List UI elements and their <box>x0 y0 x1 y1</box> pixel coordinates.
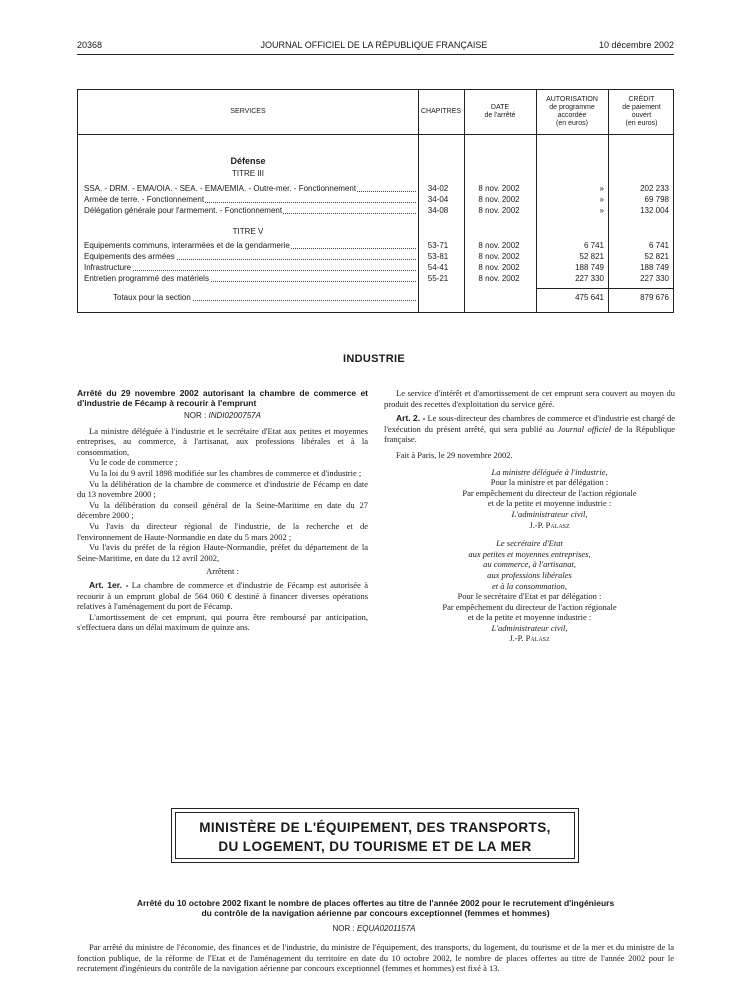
visa-paragraph: La ministre déléguée à l'industrie et le secrétaire d'Etat aux petites et moyennes entreprises, au commerce, à l'artisanat, aux professions libérales et à la consommation, <box>77 425 368 457</box>
ministry-box <box>171 808 579 863</box>
visa-paragraph: Vu le code de commerce ; <box>89 457 178 468</box>
arrete-title: Arrêté du 29 novembre 2002 autorisant la chambre de commerce et d'industrie de Fécamp à recourir à l'emprunt <box>77 388 368 408</box>
titre-5: TITRE V <box>232 227 264 236</box>
arretent: Arrêtent : <box>206 566 239 577</box>
th-credit: CRÉDIT de paiement ouvert (en euros) <box>622 96 661 127</box>
signature-block-2: Le secrétaire d'Etat aux petites et moyennes entreprises, au commerce, à l'artisanat, aux professions libérales et à la consommation, Pour le secrétaire d'Etat et par délégation : Par empêchement du directeur de l'action régionale et de la petite et moyenne industrie : L'administrateur civil, J.-P. Palasz <box>442 538 617 644</box>
section-title: Défense <box>230 156 266 166</box>
table-row-date: 8 nov. 2002 <box>478 241 520 250</box>
ministry-line-1: MINISTÈRE DE L'ÉQUIPEMENT, DES TRANSPORTS, <box>199 820 551 835</box>
industrie-left-column <box>77 388 368 633</box>
total-row-label: Totaux pour la section <box>113 293 416 303</box>
ministry-line-2: DU LOGEMENT, DU TOURISME ET DE LA MER <box>218 839 532 854</box>
table-row-date: 8 nov. 2002 <box>478 252 520 261</box>
visa-paragraph: Vu l'avis du directeur régional de l'industrie, de la recherche et de l'environnement de Haute-Normandie en date du 5 mars 2002 ; <box>77 520 368 542</box>
section-industrie-heading: INDUSTRIE <box>343 353 405 365</box>
table-row-autorisation: » <box>599 184 604 193</box>
amortissement: L'amortissement de cet emprunt, qui pourra être remboursé par anticipation, s'effectuera dans un délai maximum de quinze ans. <box>77 611 368 633</box>
nor-line: NOR : INDI0200757A <box>184 411 261 420</box>
table-row-date: 8 nov. 2002 <box>478 274 520 283</box>
table-row-chapitre: 34-08 <box>427 206 449 215</box>
journal-title: JOURNAL OFFICIEL DE LA RÉPUBLIQUE FRANÇAISE <box>260 40 488 50</box>
table-row-credit: 132 004 <box>640 206 669 215</box>
table-row-service: Infrastructure <box>84 263 416 273</box>
table-row-service: Equipements des armées <box>84 252 416 262</box>
total-credit: 879 676 <box>640 293 669 302</box>
table-row-service: Armée de terre. - Fonctionnement <box>84 195 416 205</box>
table-row-service: Equipements communs, interarmées et de la gendarmerie <box>84 241 416 251</box>
table-row-autorisation: 52 821 <box>579 252 604 261</box>
table-row-autorisation: » <box>599 206 604 215</box>
table-row-chapitre: 53-71 <box>427 241 449 250</box>
table-row-credit: 52 821 <box>644 252 669 261</box>
article-2: Art. 2. - Le sous-directeur des chambres de commerce et d'industrie est chargé de l'exécution du présent arrêté, qui sera publié au Journal officiel de la République française. <box>384 413 675 445</box>
th-autorisation: AUTORISATION de programme accordée (en euros) <box>546 96 598 127</box>
table-row-date: 8 nov. 2002 <box>478 184 520 193</box>
visa-paragraph: Vu la délibération de la chambre de commerce et d'industrie de Fécamp en date du 13 novembre 2000 ; <box>77 478 368 500</box>
service-interet: Le service d'intérêt et d'amortissement de cet emprunt sera couvert au moyen du produit des recettes d'exploitation du service géré. <box>384 388 675 409</box>
total-autorisation: 475 641 <box>575 293 604 302</box>
table-row-service: SSA. - DRM. - EMA/OIA. - SEA. - EMA/EMIA. - Outre-mer. - Fonctionnement <box>84 184 416 194</box>
table-row-date: 8 nov. 2002 <box>478 206 520 215</box>
table-row-autorisation: 6 741 <box>583 241 604 250</box>
table-row-service: Entretien programmé des matériels <box>84 274 416 284</box>
table-row-chapitre: 34-02 <box>427 184 449 193</box>
table-row-credit: 69 798 <box>644 195 669 204</box>
header-date: 10 décembre 2002 <box>598 40 674 50</box>
table-row-autorisation: 227 330 <box>575 274 604 283</box>
visa-paragraph: Vu la loi du 9 avril 1898 modifiée sur les chambres de commerce et d'industrie ; <box>89 467 362 478</box>
table-row-autorisation: » <box>599 195 604 204</box>
th-date: DATE de l'arrêté <box>484 104 516 119</box>
table-row-chapitre: 34-04 <box>427 195 449 204</box>
table-row-credit: 202 233 <box>640 184 669 193</box>
arrete2-nor: NOR : EQUA0201157A <box>332 924 416 933</box>
signature-block-1: La ministre déléguée à l'industrie, Pour la ministre et par délégation : Par empêchement du directeur de l'action régionale et de la petite et moyenne industrie : L'administrateur civil, J.-P. Palasz <box>462 466 637 530</box>
table-row-credit: 188 749 <box>640 263 669 272</box>
article-1: Art. 1er. - La chambre de commerce et d'industrie de Fécamp est autorisée à recourir à un emprunt global de 564 060 € destiné à financer diverses opérations relatives à l'aménagement du port de Fécamp. <box>77 579 368 612</box>
visa-paragraph: Vu l'avis du préfet de la région Haute-Normandie, préfet du département de la Seine-Maritime, en date du 12 avril 2002, <box>77 542 368 563</box>
fait-a-paris: Fait à Paris, le 29 novembre 2002. <box>396 449 513 460</box>
table-row-credit: 6 741 <box>648 241 669 250</box>
table-row-service: Délégation générale pour l'armement. - Fonctionnement <box>84 206 416 216</box>
table-row-credit: 227 330 <box>640 274 669 283</box>
table-row-date: 8 nov. 2002 <box>478 195 520 204</box>
page-number: 20368 <box>77 40 103 50</box>
table-row-chapitre: 55-21 <box>427 274 449 283</box>
titre-3: TITRE III <box>232 169 264 178</box>
arrete2-body: Par arrêté du ministre de l'économie, des finances et de l'industrie, du ministre de l'équipement, des transports, du logement, du tourisme et de la mer et du ministre de la fonction publique, de la réforme de l'Etat et de l'aménagement du territoire en date du 10 octobre 2002, le nombre de places offertes au titre de l'année 2002 pour le recrutement d'ingénieurs du contrôle de la navigation aérienne par concours exceptionnel (femmes et hommes) est fixé à 13. <box>77 942 674 974</box>
header-rule <box>77 54 674 55</box>
arrete2-title: Arrêté du 10 octobre 2002 fixant le nombre de places offertes au titre de l'année 2002 pour le recrutement d'ingénieurs du contrôle de la navigation aérienne par concours exceptionnel (femmes et hommes) <box>136 898 615 918</box>
industrie-right-column <box>384 388 675 644</box>
table-row-chapitre: 53-81 <box>427 252 449 261</box>
visa-paragraph: Vu la délibération du conseil général de la Seine-Maritime en date du 27 décembre 2000 ; <box>77 499 368 521</box>
credits-table <box>77 89 674 313</box>
table-row-chapitre: 54-41 <box>427 263 449 272</box>
table-row-autorisation: 188 749 <box>575 263 604 272</box>
table-row-date: 8 nov. 2002 <box>478 263 520 272</box>
th-services: SERVICES <box>230 108 266 115</box>
th-chapitres: CHAPITRES <box>420 108 462 115</box>
